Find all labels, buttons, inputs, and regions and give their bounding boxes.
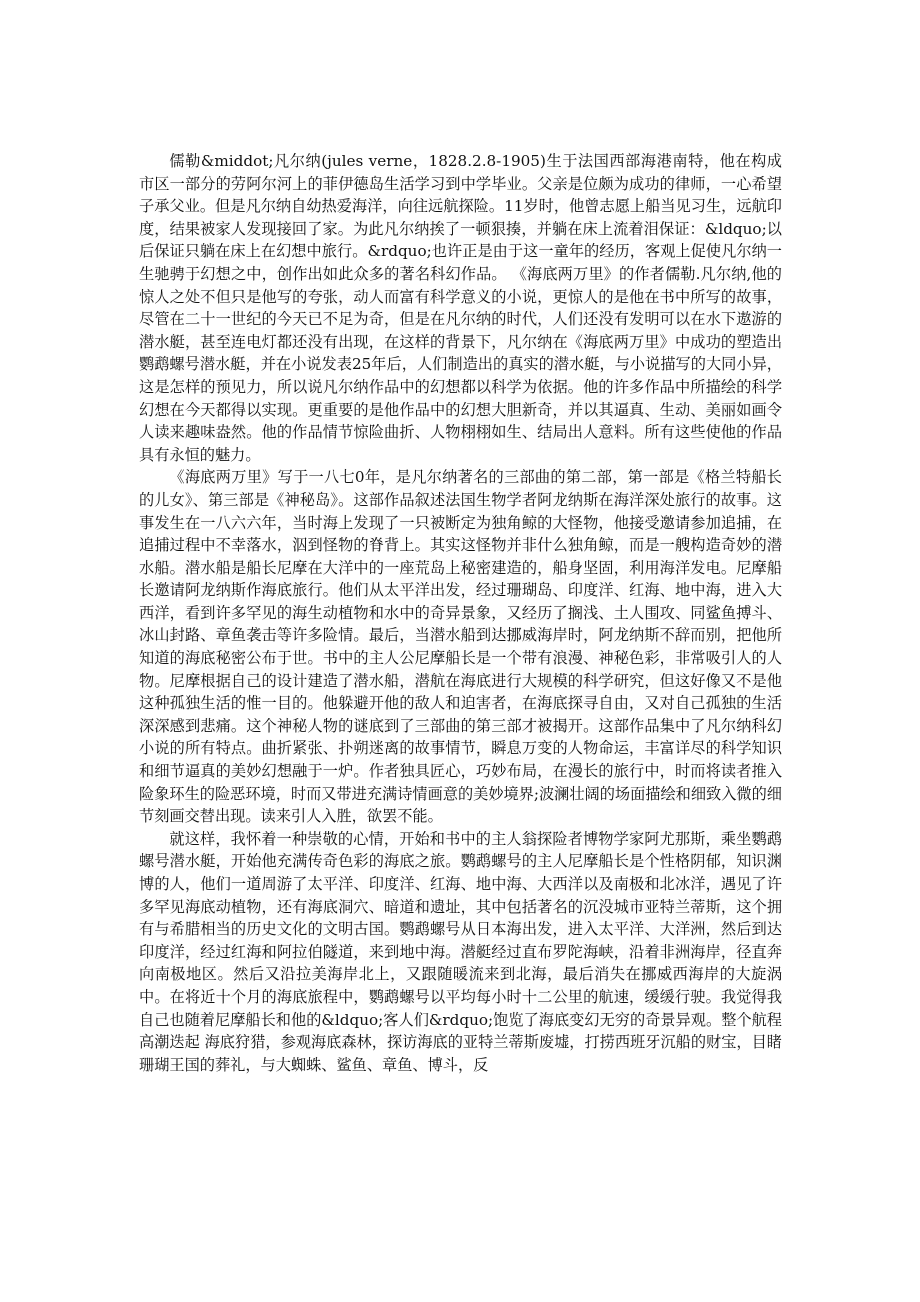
- paragraph-verne-biography: 儒勒&middot;凡尔纳(jules verne，1828.2.8-1905)生于法国西部海港南特，他在构成市区一部分的劳阿尔河上的菲伊德岛生活学习到中学毕业。父亲是位颇为成功的律师，一心希望子承父业。但是凡尔纳自幼热爱海洋，向往远航探险。11岁时，他曾志愿上船当见习生，远航印度，结果被家人发现接回了家。为此凡尔纳挨了一顿狠揍，并躺在床上流着泪保证：&ldquo;以后保证只躺在床上在幻想中旅行。&rdquo;也许正是由于这一童年的经历，客观上促使凡尔纳一生驰骋于幻想之中，创作出如此众多的著名科幻作品。 《海底两万里》的作者儒勒.凡尔纳,他的惊人之处不但只是他写的夸张，动人而富有科学意义的小说，更惊人的是他在书中所写的故事，尽管在二十一世纪的今天已不足为奇，但是在凡尔纳的时代，人们还没有发明可以在水下遨游的潜水艇，甚至连电灯都还没有出现，在这样的背景下，凡尔纳在《海底两万里》中成功的塑造出鹦鹉螺号潜水艇，并在小说发表25年后，人们制造出的真实的潜水艇，与小说描写的大同小异，这是怎样的预见力，所以说凡尔纳作品中的幻想都以科学为依据。他的许多作品中所描绘的科学幻想在今天都得以实现。更重要的是他作品中的幻想大胆新奇，并以其逼真、生动、美丽如画令人读来趣味盎然。他的作品情节惊险曲折、人物栩栩如生、结局出人意料。所有这些使他的作品具有永恒的魅力。: [139, 152, 782, 464]
- paragraph-reading-journey: 就这样，我怀着一种崇敬的心情，开始和书中的主人翁探险者博物学家阿尤那斯，乘坐鹦鹉螺号潜水艇，开始他充满传奇色彩的海底之旅。鹦鹉螺号的主人尼摩船长是个性格阴郁，知识渊博的人，他们一道周游了太平洋、印度洋、红海、地中海、大西洋以及南极和北冰洋，遇见了许多罕见海底动植物，还有海底洞穴、暗道和遗址，其中包括著名的沉没城市亚特兰蒂斯，这个拥有与希腊相当的历史文化的文明古国。鹦鹉螺号从日本海出发，进入太平洋、大洋洲，然后到达印度洋，经过红海和阿拉伯隧道，来到地中海。潜艇经过直布罗陀海峡，沿着非洲海岸，径直奔向南极地区。然后又沿拉美海岸北上，又跟随暖流来到北海，最后消失在挪威西海岸的大旋涡中。在将近十个月的海底旅程中，鹦鹉螺号以平均每小时十二公里的航速，缓缓行驶。我觉得我自己也随着尼摩船长和他的&ldquo;客人们&rdquo;饱览了海底变幻无穷的奇景异观。整个航程高潮迭起 海底狩猎，参观海底森林，探访海底的亚特兰蒂斯废墟，打捞西班牙沉船的财宝，目睹珊瑚王国的葬礼，与大蜘蛛、鲨鱼、章鱼、博斗，反: [139, 829, 782, 1074]
- document-body: [139, 150, 782, 1076]
- paragraph-book-summary: 《海底两万里》写于一八七0年，是凡尔纳著名的三部曲的第二部，第一部是《格兰特船长的儿女》、第三部是《神秘岛》。这部作品叙述法国生物学者阿龙纳斯在海洋深处旅行的故事。这事发生在一八六六年，当时海上发现了一只被断定为独角鲸的大怪物，他接受邀请参加追捕，在追捕过程中不幸落水，泅到怪物的脊背上。其实这怪物并非什么独角鲸，而是一艘构造奇妙的潜水船。潜水船是船长尼摩在大洋中的一座荒岛上秘密建造的，船身坚固，利用海洋发电。尼摩船长邀请阿龙纳斯作海底旅行。他们从太平洋出发，经过珊瑚岛、印度洋、红海、地中海，进入大西洋，看到许多罕见的海生动植物和水中的奇异景象，又经历了搁浅、土人围攻、同鲨鱼搏斗、冰山封路、章鱼袭击等许多险情。最后，当潜水船到达挪威海岸时，阿龙纳斯不辞而别，把他所知道的海底秘密公布于世。书中的主人公尼摩船长是一个带有浪漫、神秘色彩，非常吸引人的人物。尼摩根据自己的设计建造了潜水船，潜航在海底进行大规模的科学研究，但这好像又不是他这种孤独生活的惟一目的。他躲避开他的敌人和迫害者，在海底探寻自由，又对自己孤独的生活深深感到悲痛。这个神秘人物的谜底到了三部曲的第三部才被揭开。这部作品集中了凡尔纳科幻小说的所有特点。曲折紧张、扑朔迷离的故事情节，瞬息万变的人物命运，丰富详尽的科学知识和细节逼真的美妙幻想融于一炉。作者独具匠心，巧妙布局，在漫长的旅行中，时而将读者推入险象环生的险恶环境，时而又带进充满诗情画意的美妙境界;波澜壮阔的场面描绘和细致入微的细节刻画交替出现。读来引人入胜，欲罢不能。: [139, 468, 782, 826]
